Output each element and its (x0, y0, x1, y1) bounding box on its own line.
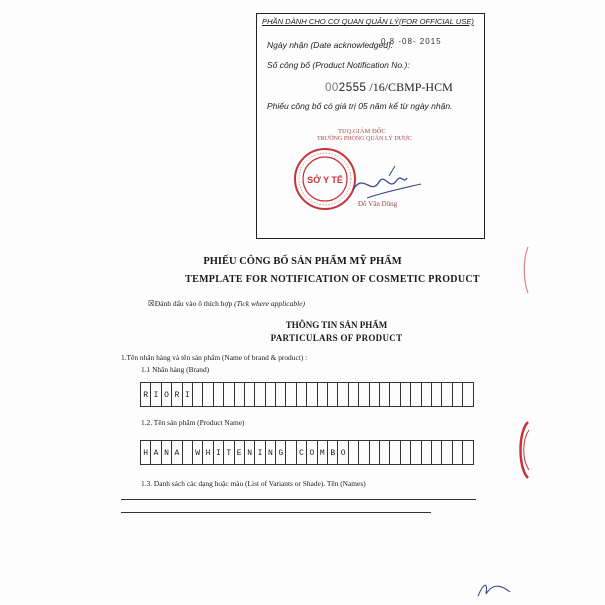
brand-char-cell[interactable]: I (183, 382, 193, 407)
brand-char-cell[interactable] (255, 382, 265, 407)
brand-char-cell[interactable] (193, 382, 203, 407)
edge-mark-top (522, 245, 530, 295)
product-name-char-cell[interactable]: W (193, 440, 203, 465)
product-name-char-cell[interactable]: I (255, 440, 265, 465)
product-name-char-cell[interactable]: O (307, 440, 317, 465)
product-name-char-cell[interactable]: A (172, 440, 182, 465)
brand-char-cell[interactable]: R (141, 382, 151, 407)
section-title-english: PARTICULARS OF PRODUCT (270, 333, 403, 343)
signatory-title: TUQ.GIÁM ĐỐC (338, 128, 386, 135)
product-name-char-cell[interactable]: B (328, 440, 338, 465)
product-name-label: 1.2. Tên sản phẩm (Product Name) (141, 418, 245, 427)
brand-label: 1.1 Nhãn hàng (Brand) (141, 365, 210, 374)
notification-number-faint: 00 (325, 82, 339, 94)
product-name-char-cell[interactable] (390, 440, 400, 465)
product-name-char-cell[interactable]: M (318, 440, 328, 465)
product-name-char-cell[interactable] (370, 440, 380, 465)
product-name-char-cell[interactable]: N (245, 440, 255, 465)
bottom-initials-mark (474, 578, 514, 600)
brand-char-cell[interactable] (442, 382, 452, 407)
brand-char-cell[interactable] (297, 382, 307, 407)
brand-char-cell[interactable] (276, 382, 286, 407)
product-name-char-cell[interactable] (442, 440, 452, 465)
product-name-char-cell[interactable] (286, 440, 296, 465)
brand-char-cell[interactable] (349, 382, 359, 407)
notification-number-digits: 2555 (338, 82, 367, 94)
tick-instruction (148, 299, 305, 308)
product-name-char-cell[interactable]: N (266, 440, 276, 465)
brand-char-cell[interactable]: O (162, 382, 172, 407)
brand-char-cell[interactable] (380, 382, 390, 407)
product-name-char-cell[interactable] (183, 440, 193, 465)
brand-char-cell[interactable] (307, 382, 317, 407)
brand-char-cell[interactable] (328, 382, 338, 407)
product-name-char-cell[interactable]: N (162, 440, 172, 465)
product-name-char-cell[interactable] (401, 440, 411, 465)
product-name-char-cell[interactable] (359, 440, 369, 465)
brand-product-question: 1.Tên nhãn hàng và tên sản phẩm (Name of brand & product) : (121, 353, 308, 362)
brand-char-cell[interactable] (422, 382, 432, 407)
product-name-char-grid[interactable] (140, 440, 474, 465)
brand-char-cell[interactable] (286, 382, 296, 407)
stamp-text: SỞ Y TẾ (307, 175, 343, 185)
date-acknowledged-label: Ngày nhận (Date acknowledged): (267, 40, 394, 50)
edge-stamp-mark (516, 420, 530, 480)
product-name-char-cell[interactable] (432, 440, 442, 465)
brand-char-cell[interactable] (245, 382, 255, 407)
product-name-char-cell[interactable]: I (214, 440, 224, 465)
product-name-char-cell[interactable] (422, 440, 432, 465)
product-name-char-cell[interactable]: G (276, 440, 286, 465)
variants-label: 1.3. Danh sách các dạng hoặc màu (List of Variants or Shade). Tên (Names) (141, 479, 366, 488)
brand-char-cell[interactable] (214, 382, 224, 407)
product-name-char-cell[interactable] (380, 440, 390, 465)
brand-char-cell[interactable] (411, 382, 421, 407)
brand-char-cell[interactable]: R (172, 382, 182, 407)
brand-char-cell[interactable] (266, 382, 276, 407)
product-name-char-cell[interactable] (411, 440, 421, 465)
official-stamp (293, 147, 357, 211)
brand-char-cell[interactable] (432, 382, 442, 407)
product-name-char-cell[interactable] (463, 440, 473, 465)
notification-number-value (325, 80, 453, 95)
brand-char-cell[interactable] (318, 382, 328, 407)
validity-note: Phiếu công bố có giá trị 05 năm kể từ ngày nhận. (267, 101, 453, 111)
tick-instruction-vi: ☒Đánh dấu vào ô thích hợp (148, 299, 235, 308)
product-name-char-cell[interactable]: T (224, 440, 234, 465)
tick-instruction-en: (Tick where applicable) (234, 299, 306, 308)
product-name-char-cell[interactable]: E (235, 440, 245, 465)
brand-char-cell[interactable] (338, 382, 348, 407)
brand-char-cell[interactable] (359, 382, 369, 407)
product-name-char-cell[interactable]: O (338, 440, 348, 465)
brand-char-cell[interactable] (370, 382, 380, 407)
brand-char-cell[interactable] (453, 382, 463, 407)
form-title-vietnamese: PHIẾU CÔNG BỐ SẢN PHẨM MỸ PHẨM (203, 256, 402, 267)
brand-char-grid[interactable] (140, 382, 474, 407)
date-acknowledged-value: 0 8 -08- 2015 (381, 37, 442, 46)
brand-char-cell[interactable] (224, 382, 234, 407)
product-name-char-cell[interactable]: H (141, 440, 151, 465)
product-name-char-cell[interactable]: H (203, 440, 213, 465)
product-name-char-cell[interactable]: C (297, 440, 307, 465)
variants-line-2[interactable] (121, 512, 431, 513)
section-title-vietnamese: THÔNG TIN SẢN PHẨM (285, 320, 388, 330)
official-use-box (256, 13, 485, 239)
product-name-char-cell[interactable] (453, 440, 463, 465)
form-title-english: TEMPLATE FOR NOTIFICATION OF COSMETIC PRODUCT (185, 274, 480, 285)
notification-number-label: Số công bố (Product Notification No.): (267, 60, 410, 70)
signatory-department: TRƯỞNG PHÒNG QUẢN LÝ DƯỢC (317, 136, 412, 142)
brand-char-cell[interactable]: I (151, 382, 161, 407)
brand-char-cell[interactable] (390, 382, 400, 407)
brand-char-cell[interactable] (235, 382, 245, 407)
brand-char-cell[interactable] (401, 382, 411, 407)
product-name-char-cell[interactable]: A (151, 440, 161, 465)
official-use-header: PHẦN DÀNH CHO CƠ QUAN QUẢN LÝ(FOR OFFICIAL USE) (262, 17, 474, 26)
brand-char-cell[interactable] (203, 382, 213, 407)
signer-name: Đỗ Văn Dũng (358, 200, 398, 208)
brand-char-cell[interactable] (463, 382, 473, 407)
product-name-char-cell[interactable] (349, 440, 359, 465)
notification-number-suffix: /16/CBMP-HCM (366, 80, 453, 94)
variants-line-1[interactable] (121, 499, 476, 500)
